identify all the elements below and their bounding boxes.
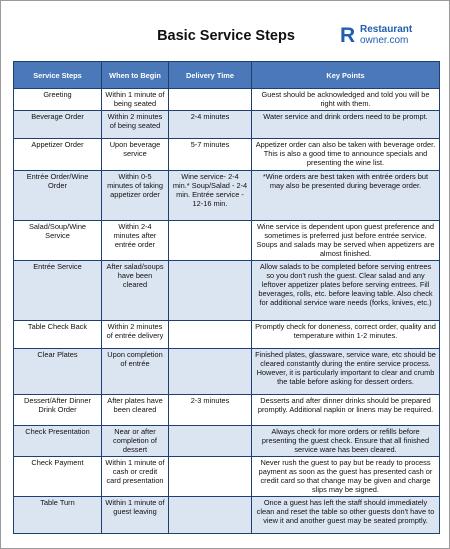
header-delivery-time: Delivery Time xyxy=(169,62,252,89)
cell-when-to-begin: After salad/soups have been cleared xyxy=(102,261,169,321)
cell-delivery-time: 2-3 minutes xyxy=(169,395,252,426)
table-header-row xyxy=(14,62,440,89)
cell-service-step: Greeting xyxy=(14,89,102,111)
cell-key-points: Finished plates, glassware, service ware, etc should be cleared constantly during the entire service process. However, it is particularly important to clear and crumb the table before asking for dessert orders. xyxy=(252,349,440,395)
table-row xyxy=(14,395,440,426)
page-title: Basic Service Steps xyxy=(157,28,295,44)
cell-service-step: Entrée Service xyxy=(14,261,102,321)
cell-key-points: Never rush the guest to pay but be ready to process payment as soon as the guest has presented cash or credit card so that change may be given and charge slips may be signed. xyxy=(252,457,440,497)
cell-key-points: Once a guest has left the staff should immediately clean and reset the table so other guests don't have to view it and another guest may be seated promptly. xyxy=(252,497,440,534)
cell-service-step: Entrée Order/Wine Order xyxy=(14,171,102,221)
cell-when-to-begin: Within 0-5 minutes of taking appetizer order xyxy=(102,171,169,221)
cell-key-points: Guest should be acknowledged and told you will be right with them. xyxy=(252,89,440,111)
cell-when-to-begin: Within 1 minute of being seated xyxy=(102,89,169,111)
table-row xyxy=(14,497,440,534)
header-service-steps: Service Steps xyxy=(14,62,102,89)
cell-delivery-time: 5-7 minutes xyxy=(169,139,252,171)
cell-service-step: Check Payment xyxy=(14,457,102,497)
cell-when-to-begin: Within 2 minutes of entrée delivery xyxy=(102,321,169,349)
cell-service-step: Table Turn xyxy=(14,497,102,534)
cell-delivery-time xyxy=(169,497,252,534)
cell-key-points: Water service and drink orders need to be prompt. xyxy=(252,111,440,139)
cell-key-points: Desserts and after dinner drinks should be prepared promptly. Additional napkin or linens may be required. xyxy=(252,395,440,426)
cell-when-to-begin: After plates have been cleared xyxy=(102,395,169,426)
table-row xyxy=(14,261,440,321)
cell-when-to-begin: Upon completion of entrée xyxy=(102,349,169,395)
cell-delivery-time xyxy=(169,349,252,395)
cell-key-points: Allow salads to be completed before serving entrees so you don't rush the guest. Clear salad and any leftover appetizer plates before serving entrees. Fill beverages, rolls, etc. before leaving table. Also check for additional service ware needs (forks, knives, etc.) xyxy=(252,261,440,321)
logo-wordmark xyxy=(360,24,412,46)
table-row xyxy=(14,349,440,395)
cell-service-step: Check Presentation xyxy=(14,426,102,457)
table-row xyxy=(14,426,440,457)
cell-when-to-begin: Upon beverage service xyxy=(102,139,169,171)
table-row xyxy=(14,171,440,221)
table-row xyxy=(14,321,440,349)
cell-key-points: Appetizer order can also be taken with beverage order. This is also a good time to announce specials and presenting the wine list. xyxy=(252,139,440,171)
cell-key-points: Promptly check for doneness, correct order, quality and temperature within 1-2 minutes. xyxy=(252,321,440,349)
logo-line-2: owner.com xyxy=(360,35,409,46)
cell-delivery-time xyxy=(169,261,252,321)
cell-delivery-time xyxy=(169,221,252,261)
cell-service-step: Beverage Order xyxy=(14,111,102,139)
cell-delivery-time xyxy=(169,426,252,457)
table-row xyxy=(14,111,440,139)
service-steps-table xyxy=(13,61,440,534)
header-key-points: Key Points xyxy=(252,62,440,89)
cell-delivery-time xyxy=(169,89,252,111)
cell-service-step: Dessert/After Dinner Drink Order xyxy=(14,395,102,426)
logo-mark: R xyxy=(340,24,354,47)
cell-key-points: *Wine orders are best taken with entrée orders but may also be presented during beverage order. xyxy=(252,171,440,221)
cell-delivery-time: Wine service- 2-4 min.* Soup/Salad - 2-4 min. Entrée service - 12-16 min. xyxy=(169,171,252,221)
header-when-to-begin: When to Begin xyxy=(102,62,169,89)
cell-when-to-begin: Within 1 minute of cash or credit card presentation xyxy=(102,457,169,497)
cell-service-step: Salad/Soup/Wine Service xyxy=(14,221,102,261)
cell-delivery-time xyxy=(169,321,252,349)
table-row xyxy=(14,221,440,261)
cell-service-step: Clear Plates xyxy=(14,349,102,395)
table-row xyxy=(14,139,440,171)
cell-service-step: Appetizer Order xyxy=(14,139,102,171)
cell-when-to-begin: Near or after completion of dessert xyxy=(102,426,169,457)
cell-when-to-begin: Within 2-4 minutes after entrée order xyxy=(102,221,169,261)
cell-when-to-begin: Within 1 minute of guest leaving xyxy=(102,497,169,534)
cell-service-step: Table Check Back xyxy=(14,321,102,349)
table-row xyxy=(14,89,440,111)
cell-delivery-time xyxy=(169,457,252,497)
table-row xyxy=(14,457,440,497)
cell-key-points: Always check for more orders or refills before presenting the guest check. Ensure that all finished service ware has been cleared. xyxy=(252,426,440,457)
cell-key-points: Wine service is dependent upon guest preference and sometimes is preferred just before entrée service. Soups and salads may be served when appetizers are almost finished. xyxy=(252,221,440,261)
cell-delivery-time: 2-4 minutes xyxy=(169,111,252,139)
cell-when-to-begin: Within 2 minutes of being seated xyxy=(102,111,169,139)
logo-line-1: Restaurant xyxy=(360,24,413,35)
